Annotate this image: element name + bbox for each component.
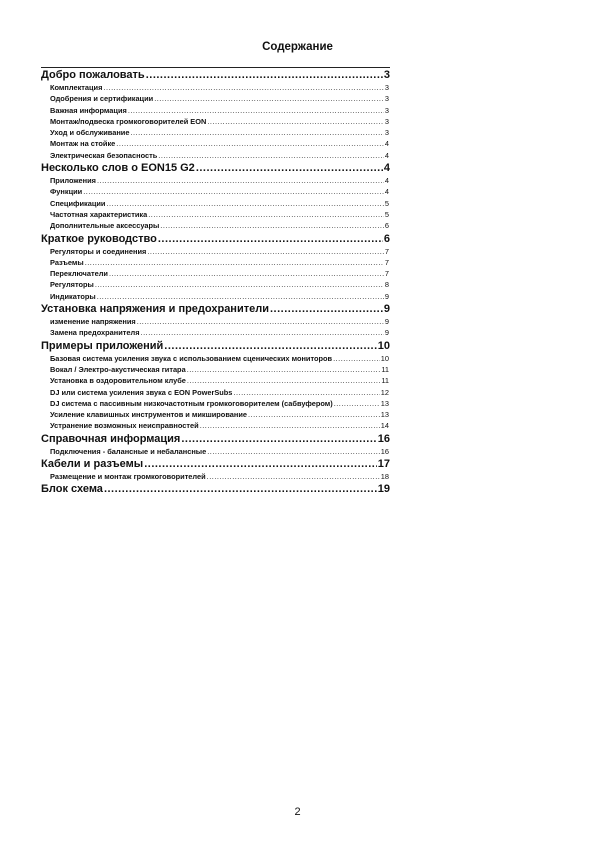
toc-entry-label: DJ или система усиления звука с EON PowerSubs — [50, 387, 233, 397]
toc-entry-page: 16 — [377, 432, 390, 445]
toc-entry-page: 7 — [384, 246, 389, 256]
toc-dot-leader — [146, 69, 383, 82]
toc-subsection-entry — [41, 220, 390, 231]
toc-entry-label: Переключатели — [50, 269, 108, 279]
toc-entry-label: Электрическая безопасность — [50, 150, 158, 160]
toc-subsection-entry — [41, 291, 390, 302]
toc-dot-leader — [106, 198, 383, 209]
toc-subsection-entry — [41, 257, 390, 268]
toc-dot-leader — [130, 127, 383, 138]
toc-entry-label: Комплектация — [50, 83, 103, 92]
toc-subsection-entry — [41, 198, 390, 209]
toc-entry-page: 12 — [380, 387, 389, 397]
toc-entry-label: Дополнительные аксессуары — [50, 221, 160, 231]
toc-entry-label: Функции — [50, 187, 83, 197]
toc-entry-page: 4 — [384, 176, 389, 186]
toc-dot-leader — [200, 420, 380, 431]
toc-subsection-entry — [41, 116, 390, 127]
toc-entry-label: Замена предохранителя — [50, 328, 140, 338]
toc-entry-page: 4 — [384, 150, 389, 160]
toc-dot-leader — [207, 116, 384, 127]
toc-entry-label: Размещение и монтаж громкоговорителей — [50, 472, 206, 482]
toc-subsection-entry — [41, 409, 390, 420]
toc-entry-label: Блок схема — [41, 483, 103, 496]
toc-dot-leader — [187, 364, 381, 375]
toc-entry-page: 4 — [384, 139, 389, 149]
toc-entry-label: Регуляторы и соединения — [50, 246, 147, 256]
toc-dot-leader — [144, 458, 377, 471]
toc-subsection-entry — [41, 127, 390, 138]
toc-subsection-entry — [41, 175, 390, 186]
toc-dot-leader — [83, 186, 384, 197]
toc-dot-leader — [148, 209, 384, 220]
toc-entry-label: изменение напряжения — [50, 317, 136, 327]
toc-entry-page: 6 — [383, 232, 390, 245]
toc-entry-label: Базовая система усиления звука с использованием сценических мониторов — [50, 353, 333, 363]
toc-subsection-entry — [41, 279, 390, 290]
toc-entry-label: Одобрения и сертификации — [50, 94, 154, 104]
toc-entry-page: 9 — [384, 291, 389, 301]
toc-subsection-entry — [41, 150, 390, 161]
toc-entry-page: 16 — [380, 446, 389, 456]
toc-entry-page: 3 — [383, 69, 390, 81]
toc-entry-label: Примеры приложений — [41, 339, 164, 352]
toc-entry-label: Регуляторы — [50, 280, 94, 290]
toc-subsection-entry — [41, 327, 390, 338]
toc-entry-page: 9 — [384, 317, 389, 327]
toc-dot-leader — [147, 246, 384, 257]
toc-entry-page: 7 — [384, 257, 389, 267]
toc-entry-label: Вокал / Электро-акустическая гитара — [50, 364, 186, 374]
toc-section-entry — [41, 69, 390, 82]
toc-dot-leader — [207, 471, 380, 482]
toc-entry-page: 10 — [377, 339, 390, 352]
toc-section-entry — [41, 162, 390, 175]
toc-entry-label: Подключения - балансные и небалансные — [50, 446, 207, 456]
toc-subsection-entry — [41, 387, 390, 398]
toc-subsection-entry — [41, 375, 390, 386]
toc-entry-label: Усиление клавишных инструментов и микширование — [50, 410, 247, 420]
toc-entry-label: Краткое руководство — [41, 232, 157, 245]
toc-dot-leader — [164, 340, 376, 353]
toc-entry-label: Монтаж на стойке — [50, 139, 116, 149]
toc-section-entry — [41, 340, 390, 353]
toc-entry-page: 13 — [380, 398, 389, 408]
toc-entry-label: Установка напряжения и предохранители — [41, 303, 269, 316]
toc-subsection-entry — [41, 471, 390, 482]
toc-entry-page: 11 — [381, 376, 389, 386]
toc-dot-leader — [85, 257, 384, 268]
toc-dot-leader — [207, 446, 380, 457]
toc-entry-page: 19 — [377, 483, 390, 496]
toc-subsection-entry — [41, 105, 390, 116]
page-number: 2 — [294, 806, 301, 818]
toc-entry-label: Устранение возможных неисправностей — [50, 421, 199, 431]
toc-entry-label: Частотная характеристика — [50, 209, 148, 219]
toc-subsection-entry — [41, 209, 390, 220]
toc-subsection-entry — [41, 364, 390, 375]
toc-entry-label: Уход и обслуживание — [50, 128, 130, 138]
toc-entry-page: 3 — [384, 116, 389, 126]
toc-dot-leader — [137, 316, 384, 327]
toc-section-entry — [41, 433, 390, 446]
toc-dot-leader — [270, 303, 383, 316]
toc-entry-page: 4 — [384, 187, 389, 197]
toc-section-entry — [41, 458, 390, 471]
toc-dot-leader — [334, 398, 380, 409]
toc-entry-page: 3 — [384, 83, 389, 92]
toc-entry-label: Установка в оздоровительном клубе — [50, 376, 186, 386]
toc-subsection-entry — [41, 446, 390, 457]
toc-dot-leader — [248, 409, 380, 420]
toc-dot-leader — [187, 375, 380, 386]
toc-subsection-entry — [41, 186, 390, 197]
toc-dot-leader — [181, 433, 376, 446]
toc-entry-page: 5 — [384, 209, 389, 219]
toc-entry-page: 9 — [384, 328, 389, 338]
toc-entry-page: 10 — [380, 353, 389, 363]
toc-entry-page: 4 — [383, 162, 390, 175]
toc-dot-leader — [233, 387, 379, 398]
page-title: Содержание — [262, 41, 333, 53]
toc-entry-label: Добро пожаловать — [41, 69, 145, 81]
toc-entry-label: DJ система с пассивным низкочастотным громкоговорителем (сабвуфером) — [50, 398, 333, 408]
toc-section-entry — [41, 483, 390, 496]
toc-dot-leader — [158, 233, 383, 246]
table-of-contents — [41, 67, 390, 496]
toc-dot-leader — [97, 291, 384, 302]
toc-entry-label: Справочная информация — [41, 432, 181, 445]
toc-entry-label: Кабели и разъемы — [41, 458, 144, 471]
toc-dot-leader — [109, 268, 384, 279]
toc-entry-label: Спецификации — [50, 198, 106, 208]
toc-entry-page: 13 — [380, 410, 389, 420]
toc-dot-leader — [116, 138, 384, 149]
toc-dot-leader — [97, 175, 384, 186]
toc-subsection-entry — [41, 268, 390, 279]
toc-entry-label: Несколько слов о EON15 G2 — [41, 162, 195, 175]
toc-dot-leader — [154, 93, 384, 104]
toc-dot-leader — [128, 105, 384, 116]
toc-dot-leader — [104, 483, 377, 496]
toc-entry-label: Важная информация — [50, 105, 127, 115]
toc-dot-leader — [158, 150, 384, 161]
toc-subsection-entry — [41, 353, 390, 364]
toc-entry-page: 11 — [381, 364, 389, 374]
toc-dot-leader — [103, 82, 383, 93]
toc-entry-page: 3 — [384, 128, 389, 138]
toc-subsection-entry — [41, 138, 390, 149]
toc-subsection-entry — [41, 398, 390, 409]
toc-dot-leader — [196, 162, 383, 175]
toc-entry-label: Приложения — [50, 176, 96, 186]
toc-entry-page: 8 — [384, 280, 389, 290]
toc-entry-label: Разъемы — [50, 257, 84, 267]
toc-entry-page: 5 — [384, 198, 389, 208]
toc-entry-page: 9 — [383, 303, 390, 316]
toc-entry-page: 7 — [384, 269, 389, 279]
toc-entry-label: Индикаторы — [50, 291, 96, 301]
toc-entry-page: 14 — [380, 421, 389, 431]
toc-dot-leader — [95, 279, 384, 290]
toc-subsection-entry — [41, 316, 390, 327]
toc-subsection-entry — [41, 93, 390, 104]
toc-subsection-entry — [41, 420, 390, 431]
toc-dot-leader — [160, 220, 384, 231]
toc-entry-page: 17 — [377, 458, 390, 471]
toc-section-entry — [41, 303, 390, 316]
toc-entry-page: 3 — [384, 105, 389, 115]
toc-entry-label: Монтаж/подвеска громкоговорителей EON — [50, 116, 207, 126]
toc-subsection-entry — [41, 246, 390, 257]
toc-dot-leader — [141, 327, 384, 338]
toc-section-entry — [41, 233, 390, 246]
toc-subsection-entry — [41, 82, 390, 93]
toc-entry-page: 18 — [380, 472, 389, 482]
toc-entry-page: 6 — [384, 221, 389, 231]
toc-dot-leader — [333, 353, 380, 364]
toc-entry-page: 3 — [384, 94, 389, 104]
